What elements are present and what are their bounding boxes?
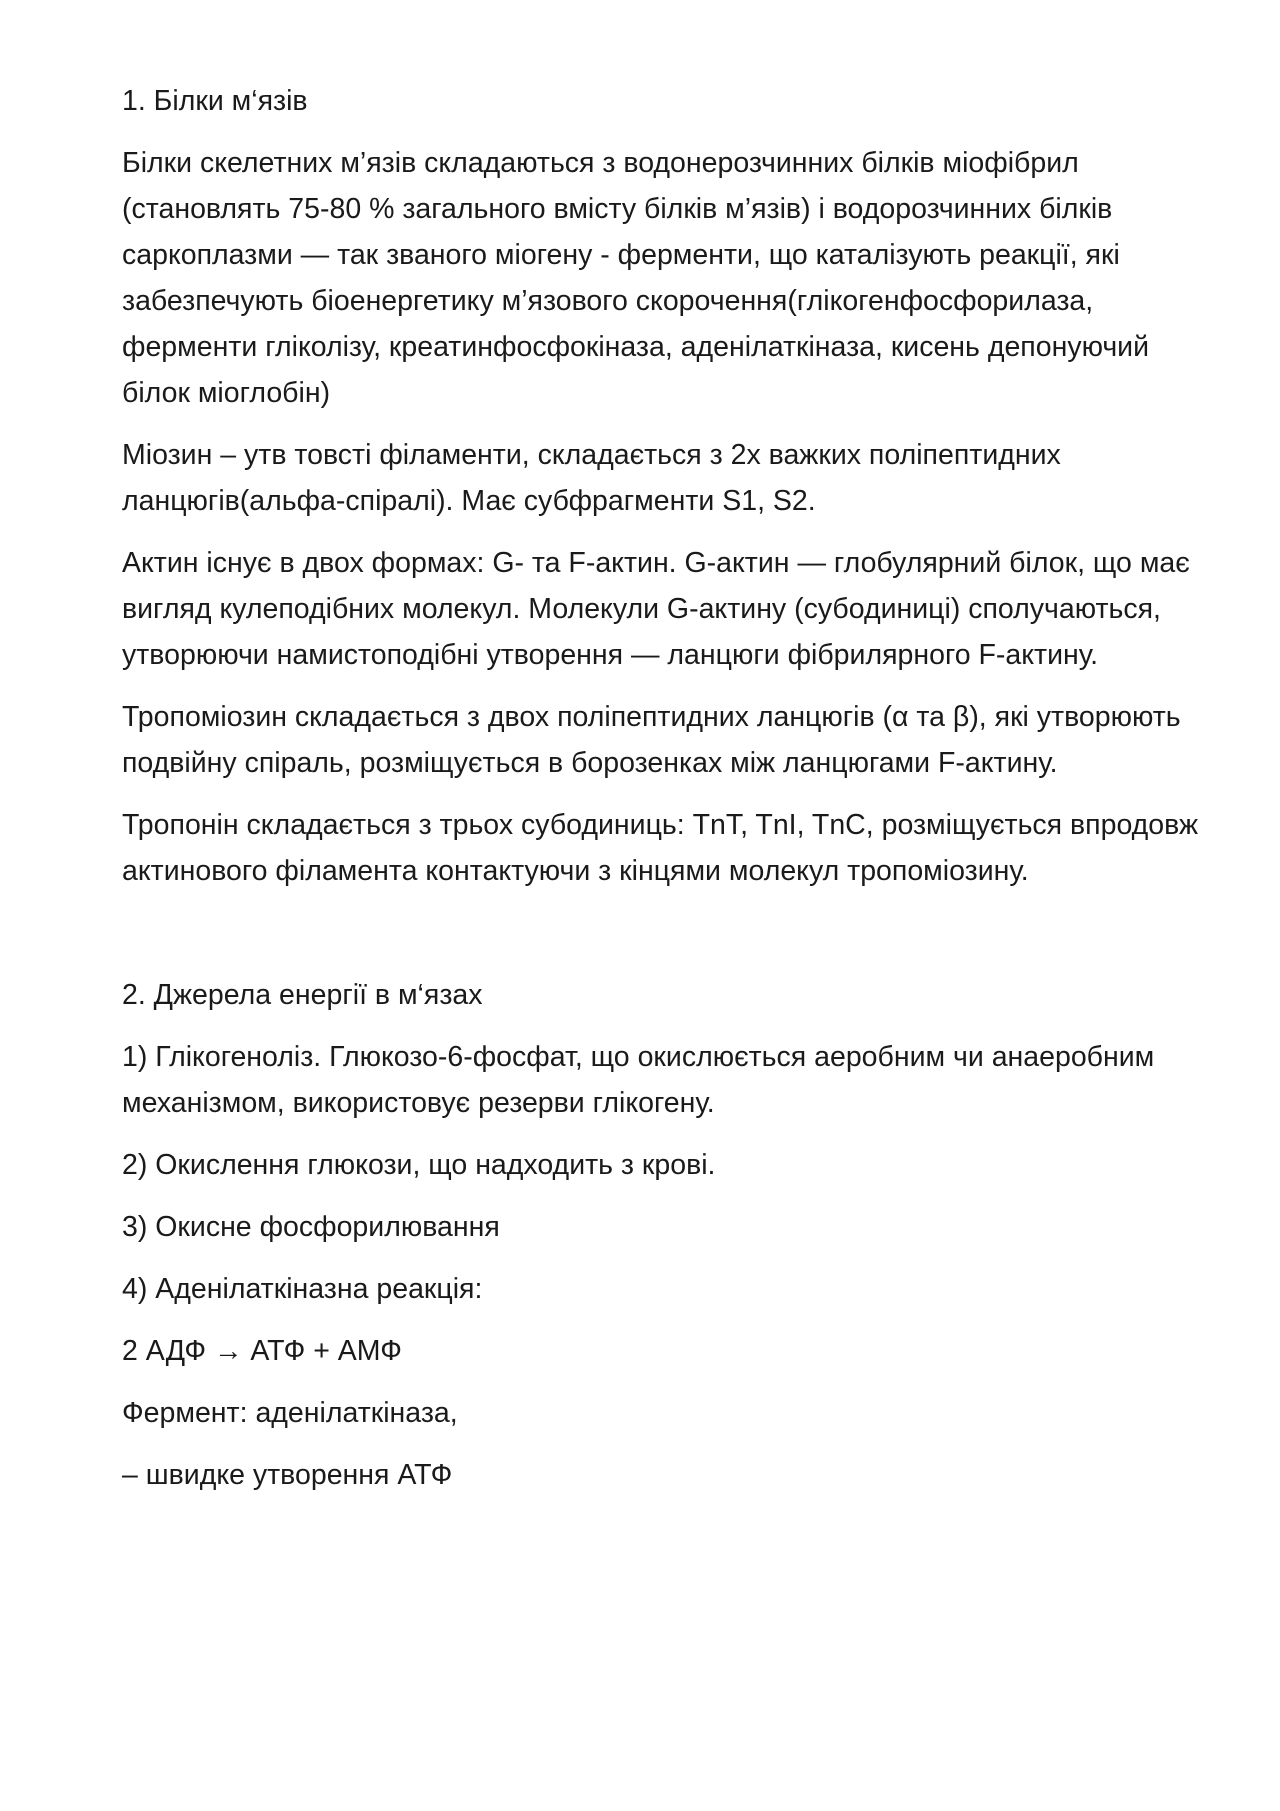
paragraph-troponin: Тропонін складається з трьох субодиниць: TnT, TnI, TnC, розміщується впродовж актинового філамента контактуючи з кінцями молекул тропоміозину. <box>122 809 1199 887</box>
paragraph-tropomyosin: Тропоміозин складається з двох поліпептидних ланцюгів (α та β), які утворюють подвійну спіраль, розміщується в борозенках між ланцюгами F-актину. <box>122 701 1181 779</box>
atp-formation-line: – швидке утворення АТФ <box>122 1459 453 1491</box>
list-item-glucose-oxidation: 2) Окислення глюкози, що надходить з крові. <box>122 1149 716 1181</box>
section-1-heading: 1. Білки м‘язів <box>122 85 308 117</box>
paragraph-myosin: Міозин – утв товсті філаменти, складається з 2х важких поліпептидних ланцюгів(альфа-спіралі). Має субфрагменти S1, S2. <box>122 439 1061 517</box>
paragraph-muscle-proteins: Білки скелетних м’язів складаються з водонерозчинних білків міофібрил (становлять 75-80 % загального вмісту білків м’язів) і водорозчинних білків саркоплазми — так званого міогену - ферменти, що каталізують реакції, які забезпечують біоенергетику м’язового скорочення(глікогенфосфорилаза, ферменти гліколізу, креатинфосфокіназа, аденілаткіназа, кисень депонуючий білок міоглобін) <box>122 147 1150 409</box>
reaction-equation: 2 АДФ → АТФ + АМФ <box>122 1335 402 1367</box>
list-item-glycogenolysis: 1) Глікогеноліз. Глюкозо-6-фосфат, що окислюється аеробним чи анаеробним механізмом, використовує резерви глікогену. <box>122 1041 1155 1119</box>
list-item-adenylate-kinase-reaction: 4) Аденілаткіназна реакція: <box>122 1273 483 1305</box>
section-2-heading: 2. Джерела енергії в м‘язах <box>122 979 483 1011</box>
enzyme-line: Фермент: аденілаткіназа, <box>122 1397 458 1429</box>
paragraph-actin: Актин існує в двох формах: G- та F-актин. G-актин — глобулярний білок, що має вигляд кулеподібних молекул. Молекули G-актину (субодиниці) сполучаються, утворюючи намистоподібні утворення — ланцюги фібрилярного F-актину. <box>122 547 1190 671</box>
list-item-oxidative-phosphorylation: 3) Окисне фосфорилювання <box>122 1211 500 1243</box>
document-page <box>122 78 1202 1514</box>
section-spacer <box>122 910 1202 972</box>
